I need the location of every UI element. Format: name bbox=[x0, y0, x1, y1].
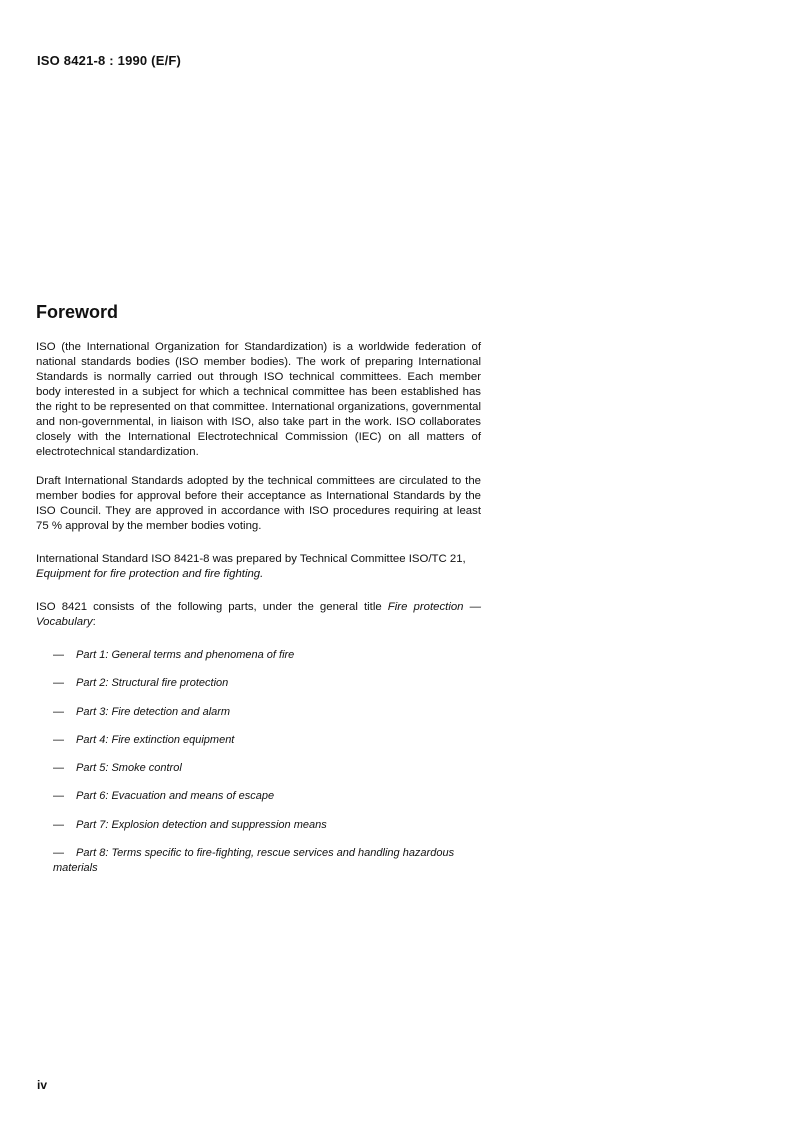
part-title: Fire detection and alarm bbox=[111, 705, 231, 718]
part-title: Evacuation and means of escape bbox=[111, 790, 275, 803]
part-label: Part 2: bbox=[76, 677, 109, 690]
list-dash: — bbox=[53, 790, 64, 803]
part-title: General terms and phenomena of fire bbox=[111, 649, 295, 661]
paragraph-4-text: ISO 8421 consists of the following parts, under the general title bbox=[36, 601, 382, 613]
part-label: Part 8: bbox=[76, 847, 109, 860]
list-dash: — bbox=[53, 818, 64, 831]
foreword-paragraph-2: Draft International Standards adopted by the technical committees are circulated to the member bodies for approval before their acceptance as International Standards by the ISO Council. They are approved in accordance with ISO procedures requiring at least 75 % approval by the member bodies voting. bbox=[36, 475, 481, 532]
foreword-body bbox=[36, 340, 481, 889]
list-item bbox=[36, 733, 481, 748]
list-dash: — bbox=[53, 677, 64, 690]
part-title: Explosion detection and suppression means bbox=[111, 818, 327, 831]
list-item bbox=[36, 676, 481, 691]
list-item bbox=[36, 846, 481, 876]
part-label: Part 4: bbox=[76, 733, 109, 746]
list-dash: — bbox=[53, 649, 64, 661]
part-label: Part 3: bbox=[76, 705, 109, 718]
list-dash: — bbox=[53, 762, 64, 775]
foreword-paragraph-3 bbox=[36, 552, 481, 582]
part-title: Terms specific to fire-fighting, rescue services and handling hazardous materials bbox=[53, 847, 455, 875]
paragraph-4-end: : bbox=[92, 616, 96, 628]
page-number: iv bbox=[37, 1078, 48, 1092]
part-title: Smoke control bbox=[111, 762, 182, 775]
parts-list bbox=[36, 648, 481, 876]
part-label: Part 1: bbox=[76, 649, 109, 661]
list-dash: — bbox=[53, 733, 64, 746]
committee-title: Equipment for fire protection and fire fighting. bbox=[36, 568, 264, 580]
document-designation: ISO 8421-8 : 1990 (E/F) bbox=[37, 53, 182, 68]
foreword-paragraph-1: ISO (the International Organization for Standardization) is a worldwide federation of national standards bodies (ISO member bodies). The work of preparing International Standards is normally carried out through ISO technical committees. Each member body interested in a subject for which a technical committee has been established has the right to be represented on that committee. International organizations, governmental and non-governmental, in liaison with ISO, also take part in the work. ISO collaborates closely with the International Electrotechnical Commission (IEC) on all matters of electrotechnical standardization. bbox=[36, 341, 481, 458]
list-item bbox=[36, 789, 481, 804]
part-label: Part 7: bbox=[76, 818, 109, 831]
list-item bbox=[36, 705, 481, 720]
part-title: Fire extinction equipment bbox=[111, 733, 235, 746]
page-title: Foreword bbox=[36, 302, 119, 322]
foreword-paragraph-4 bbox=[36, 600, 481, 630]
part-label: Part 5: bbox=[76, 762, 109, 775]
list-dash: — bbox=[53, 705, 64, 718]
list-item bbox=[36, 761, 481, 776]
list-item bbox=[36, 648, 481, 663]
paragraph-3-text: International Standard ISO 8421-8 was prepared by Technical Committee ISO/TC 21, bbox=[36, 553, 466, 565]
list-item bbox=[36, 818, 481, 833]
list-dash: — bbox=[53, 847, 64, 860]
general-title: Fire protection — Vocabulary bbox=[36, 601, 481, 628]
part-title: Structural fire protection bbox=[111, 677, 229, 690]
part-label: Part 6: bbox=[76, 790, 109, 803]
